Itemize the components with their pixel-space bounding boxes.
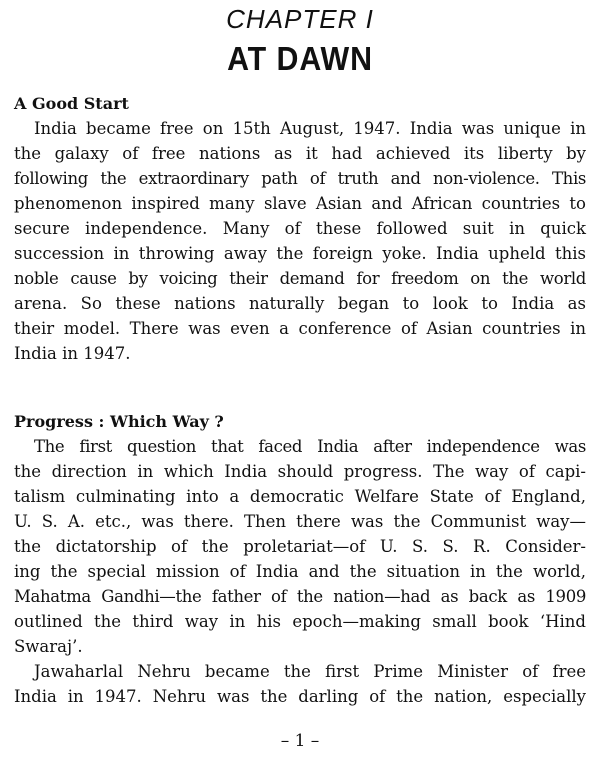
page-number: – 1 – bbox=[280, 731, 320, 751]
paragraph bbox=[14, 659, 586, 709]
text-line: the galaxy of free nations as it had achieved its liberty by bbox=[14, 144, 586, 163]
text-line: following the extraordinary path of truth and non-violence. This bbox=[14, 169, 586, 188]
section-a-good-start bbox=[14, 92, 586, 366]
text-line: Mahatma Gandhi—the father of the nation—had as back as 1909 bbox=[14, 587, 586, 606]
paragraph bbox=[14, 116, 586, 366]
text-line: ing the special mission of India and the situation in the world, bbox=[14, 562, 586, 581]
text-line: talism culminating into a democratic Welfare State of England, bbox=[14, 487, 586, 506]
text-line: succession in throwing away the foreign yoke. India upheld this bbox=[14, 244, 586, 263]
text-line: India became free on 15th August, 1947. India was unique in bbox=[34, 119, 586, 138]
chapter-title: AT DAWN bbox=[227, 40, 373, 77]
section-heading: A Good Start bbox=[14, 94, 129, 113]
section-heading: Progress : Which Way ? bbox=[14, 412, 224, 431]
text-line: noble cause by voicing their demand for freedom on the world bbox=[14, 269, 586, 288]
text-line: Swaraj’. bbox=[14, 637, 83, 656]
text-line: India in 1947. bbox=[14, 344, 131, 363]
text-line: Jawaharlal Nehru became the first Prime Minister of free bbox=[34, 662, 586, 681]
paragraph bbox=[14, 434, 586, 659]
chapter-label: CHAPTER I bbox=[226, 4, 374, 34]
text-line: India in 1947. Nehru was the darling of the nation, especially bbox=[14, 687, 586, 706]
book-page bbox=[14, 0, 586, 759]
text-line: secure independence. Many of these followed suit in quick bbox=[14, 219, 586, 238]
section-progress-which-way bbox=[14, 410, 586, 709]
text-line: the dictatorship of the proletariat—of U. S. S. R. Consider- bbox=[14, 537, 586, 556]
text-line: U. S. A. etc., was there. Then there was the Communist way— bbox=[14, 512, 586, 531]
text-line: arena. So these nations naturally began to look to India as bbox=[14, 294, 586, 313]
text-line: outlined the third way in his epoch—making small book ‘Hind bbox=[14, 612, 586, 631]
text-line: their model. There was even a conference of Asian countries in bbox=[14, 319, 586, 338]
text-line: The first question that faced India after independence was bbox=[34, 437, 586, 456]
text-line: phenomenon inspired many slave Asian and African countries to bbox=[14, 194, 586, 213]
text-line: the direction in which India should progress. The way of capi- bbox=[14, 462, 586, 481]
